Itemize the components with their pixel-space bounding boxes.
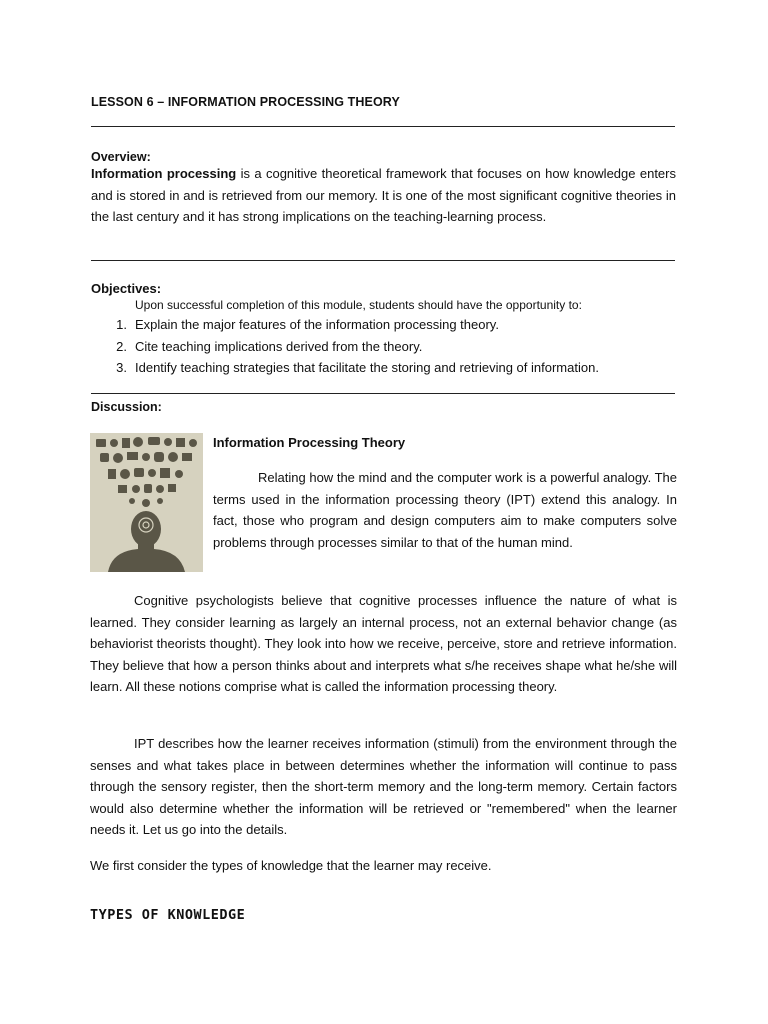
head-illustration [90, 433, 203, 572]
discussion-paragraph: IPT describes how the learner receives information (stimuli) from the environment through the senses and what takes place in between determines whether the information will continue to pass through the sensory register, then the short-term memory and the long-term memory. Certain factors would also determine whether the information will be retrieved or "remembered" when the learner needs it. Let us go into the details. [90, 736, 677, 837]
divider [91, 126, 675, 127]
discussion-paragraph: Cognitive psychologists believe that cognitive processes influence the nature of what is learned. They consider learning as largely an internal process, not an external behavior change (as behaviorist theorists thought). They look into how we receive, perceive, store and retrieve information. They believe that how a person thinks about and interprets what s/he receives shape what he/she will learn. All these notions comprise what is called the information processing theory. [90, 593, 677, 694]
discussion-label: Discussion: [91, 400, 162, 414]
list-text: Identify teaching strategies that facilitate the storing and retrieving of information. [135, 360, 599, 375]
section-heading-types-of-knowledge: TYPES OF KNOWLEDGE [90, 907, 246, 923]
overview-paragraph [91, 163, 676, 228]
divider [91, 393, 675, 394]
list-number: 2. [116, 338, 127, 354]
overview-term: Information processing [91, 166, 237, 181]
objectives-intro: Upon successful completion of this module, students should have the opportunity to: [135, 298, 582, 312]
list-item [91, 314, 691, 336]
list-item [91, 357, 691, 379]
objectives-list [91, 314, 691, 379]
divider [91, 260, 675, 261]
overview-text: is a cognitive theoretical framework that focuses on how knowledge enters and is stored in and is retrieved from our memory. It is one of the most significant cognitive theories in the last century and it has strong implications on the teaching-learning process. [91, 166, 676, 224]
brain-icons-image [90, 433, 203, 572]
objectives-label: Objectives: [91, 281, 162, 296]
list-number: 1. [116, 317, 127, 332]
list-number: 3. [116, 360, 127, 375]
list-item [91, 336, 691, 358]
lesson-title: LESSON 6 – INFORMATION PROCESSING THEORY [91, 95, 400, 109]
overview-label: Overview: [91, 150, 151, 164]
list-text: Explain the major features of the information processing theory. [135, 317, 499, 332]
discussion-intro-paragraph: Relating how the mind and the computer work is a powerful analogy. The terms used in the information processing theory (IPT) extend this analogy. In fact, those who program and design computers aim to make computers solve problems through processes similar to that of the human mind. [213, 470, 677, 550]
discussion-closing: We first consider the types of knowledge that the learner may receive. [90, 858, 492, 873]
list-text: Cite teaching implications derived from the theory. [135, 338, 423, 354]
discussion-subheading: Information Processing Theory [213, 435, 406, 450]
